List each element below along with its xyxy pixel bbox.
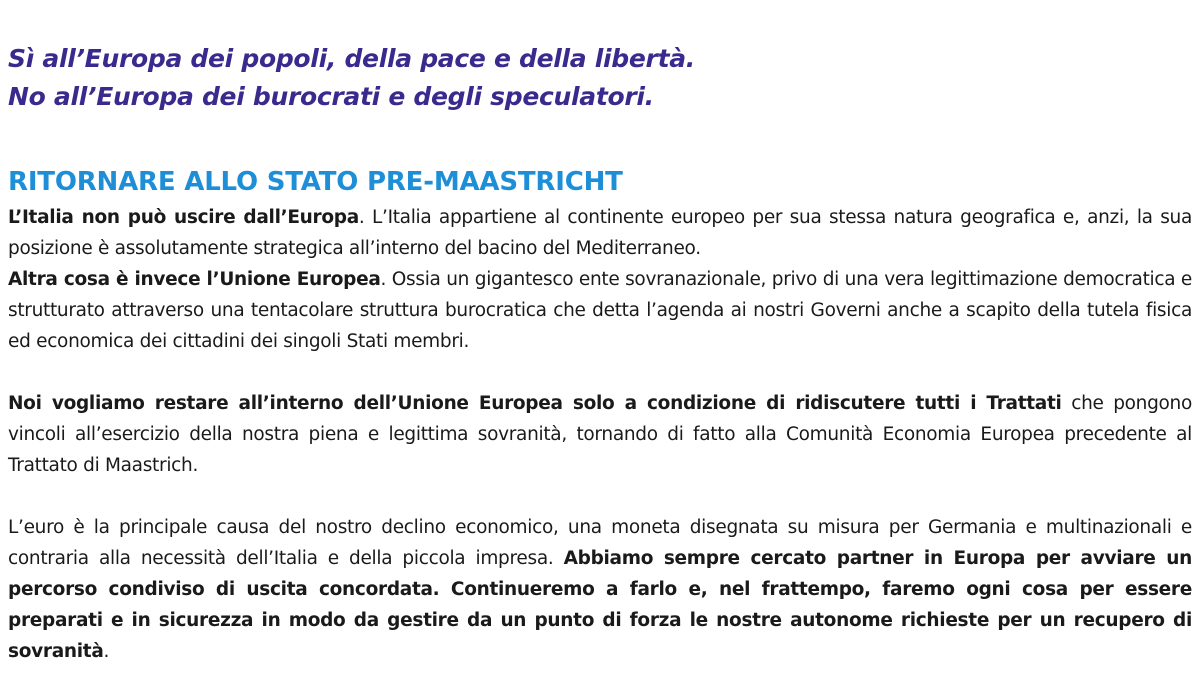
slogan-line-1: Sì all’Europa dei popoli, della pace e della libertà. bbox=[8, 44, 696, 73]
paragraph-1-bold-b: Altra cosa è invece l’Unione Europea bbox=[8, 269, 381, 290]
document-page bbox=[8, 0, 1192, 675]
paragraph-1 bbox=[8, 202, 1192, 357]
paragraph-1-text-a: . L’Italia appartiene al continente europeo per sua stessa natura geografica e, anzi, la sua posizione è assolutamente strategica all’interno del bacino del Mediterraneo. bbox=[8, 207, 1192, 259]
paragraph-2-text: che pongono vincoli all’esercizio della nostra piena e legittima sovranità, tornando di fatto alla Comunità Economia Europea precedente al Trattato di Maastrich. bbox=[8, 393, 1192, 476]
slogan-line-2: No all’Europa dei burocrati e degli speculatori. bbox=[8, 82, 654, 111]
paragraph-3-bold: Abbiamo sempre cercato partner in Europa per avviare un percorso condiviso di uscita concordata. Continueremo a farlo e, nel frattempo, faremo ogni cosa per essere preparati e in sicurezza in modo da gestire da un punto di forza le nostre autonome richieste per un recupero di sovranità bbox=[8, 548, 1193, 662]
paragraph-3-end: . bbox=[103, 641, 110, 662]
paragraph-2-bold: Noi vogliamo restare all’interno dell’Unione Europea solo a condizione di ridiscutere tutti i Trattati bbox=[8, 393, 1062, 414]
paragraph-3-text: L’euro è la principale causa del nostro declino economico, una moneta disegnata su misura per Germania e multinazionali e contraria alla necessità dell’Italia e della piccola impresa. bbox=[8, 517, 1192, 569]
section-heading: RITORNARE ALLO STATO PRE-MAASTRICHT bbox=[8, 167, 623, 197]
paragraph-1-text-b: . Ossia un gigantesco ente sovranazionale, privo di una vera legittimazione democratica e strutturato attraverso una tentacolare struttura burocratica che detta l’agenda ai nostri Governi anche a scapito della tutela fisica ed economica dei cittadini dei singoli Stati membri. bbox=[8, 269, 1193, 352]
slogan bbox=[8, 40, 695, 116]
paragraph-1-bold-a: L’Italia non può uscire dall’Europa bbox=[8, 207, 359, 228]
paragraph-2 bbox=[8, 388, 1192, 481]
paragraph-3 bbox=[8, 512, 1192, 667]
